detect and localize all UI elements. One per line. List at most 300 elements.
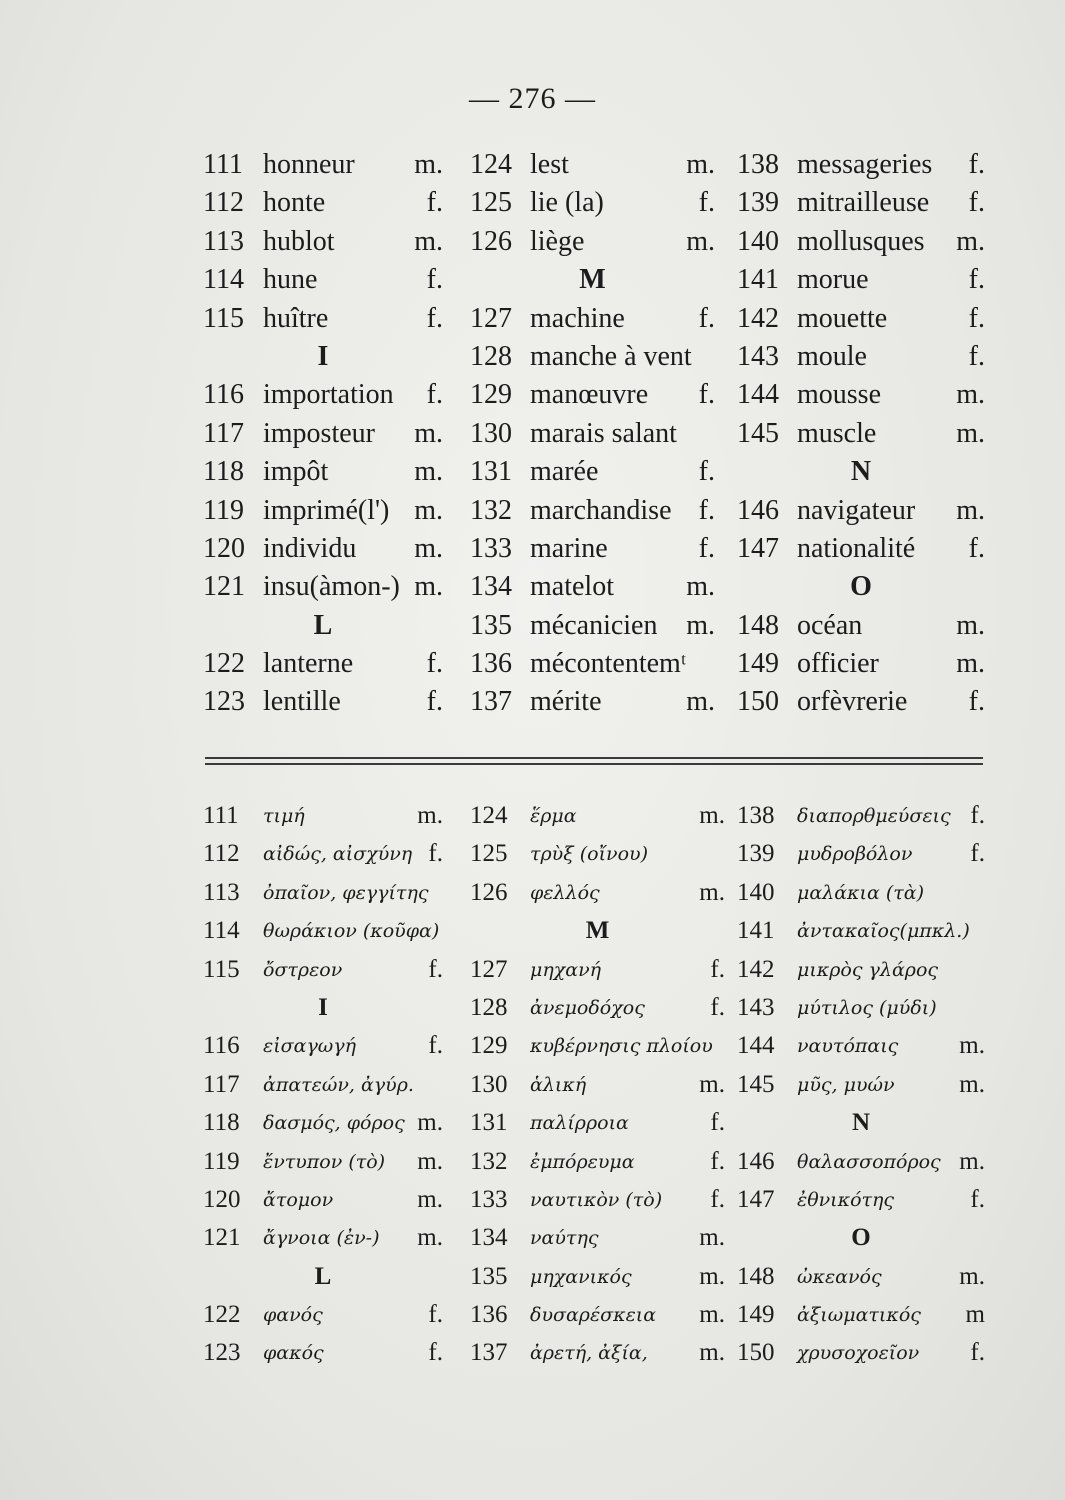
list-item [203,453,443,491]
entry-gender: f. [428,1339,443,1367]
entry-number: 137 [470,1339,508,1367]
section-letter: M [579,264,606,296]
list-item [470,223,715,261]
list-item [737,261,985,299]
entry-gender: f. [698,379,715,411]
entry-number: 124 [470,802,508,829]
section-letter-row [470,912,725,950]
entry-number: 140 [737,225,779,257]
entry-word: imposteur [263,417,375,449]
entry-word: ἄγνοια (ἐν-) [263,1227,380,1250]
list-item [203,376,443,414]
entry-word: αἰδώς, αἰσχύνη [263,843,413,866]
entry-word: mécontentemᵗ [530,648,687,680]
entry-gender: m. [959,1147,985,1175]
list-item [470,1104,725,1142]
entry-word: marine [530,532,608,564]
entry-gender: f. [428,840,443,868]
entry-gender: f. [970,802,985,829]
entry-word: μυδροβόλον [797,843,913,866]
entry-word: matelot [530,571,614,603]
entry-word: mouette [797,302,888,334]
list-item [470,415,715,453]
entry-gender: f. [968,686,985,718]
entry-word: ἔντυπον (τὸ) [263,1150,386,1173]
entry-number: 143 [737,340,779,372]
entry-number: 133 [470,1185,508,1213]
greek-column-2 [470,797,725,1373]
list-item [203,1296,443,1334]
section-letter: N [851,1109,871,1137]
entry-word: océan [797,609,863,641]
list-item [737,146,985,184]
entry-number: 123 [203,1339,241,1367]
entry-word: μικρὸς γλάρος [797,958,939,981]
list-item [470,1296,725,1334]
entry-word: χρυσοχοεῖον [797,1342,920,1365]
entry-gender: m. [686,149,715,180]
entry-gender: m. [686,571,715,603]
entry-gender: m. [956,417,985,449]
list-item [737,338,985,376]
section-letter-row [737,453,985,491]
entry-word: θαλασσοπόρος [797,1150,941,1173]
entry-word: ναυτικὸν (τὸ) [530,1188,663,1211]
list-item [470,683,715,721]
entry-word: honte [263,187,326,219]
entry-gender: m. [699,1224,725,1252]
list-item [737,530,985,568]
entry-number: 141 [737,264,779,296]
list-item [737,1066,985,1104]
list-item [203,1104,443,1142]
entry-word: ἕρμα [530,805,577,827]
entry-word: manche à vent [530,340,692,372]
entry-word: mollusques [797,225,925,257]
entry-word: mécanicien [530,609,658,641]
entry-gender: f. [970,840,985,868]
entry-number: 127 [470,302,512,334]
entry-word: nationalité [797,532,916,564]
entry-word: officier [797,648,879,680]
entry-number: 129 [470,379,512,411]
entry-number: 139 [737,840,775,868]
entry-word: ἄτομον [263,1188,334,1211]
entry-word: lanterne [263,648,354,680]
entry-word: morue [797,264,869,296]
entry-number: 116 [203,1032,240,1060]
entry-number: 133 [470,532,512,564]
list-item [737,645,985,683]
entry-number: 136 [470,1301,508,1329]
entry-word: ἐθνικότης [797,1188,895,1211]
entry-gender: m. [699,878,725,906]
entry-word: marchandise [530,494,672,526]
entry-word: μύτιλος (μύδι) [797,996,937,1019]
section-letter: I [318,993,328,1021]
entry-gender: m. [956,648,985,680]
list-item [470,1027,725,1065]
entry-gender: m. [959,1262,985,1290]
entry-word: θωράκιον (κοῦφα) [263,920,440,943]
entry-gender: m. [699,1301,725,1329]
entry-gender: f. [710,1147,725,1175]
entry-number: 119 [203,494,244,526]
entry-gender: m. [956,494,985,526]
entry-number: 116 [203,379,244,411]
entry-number: 144 [737,1032,775,1060]
list-item [470,300,715,338]
entry-number: 131 [470,456,512,488]
entry-gender: f. [426,379,443,411]
entry-word: lie (la) [530,187,604,219]
list-item [737,223,985,261]
entry-word: marais salant [530,417,677,449]
entry-number: 115 [203,955,240,983]
entry-word: insu(àmon-) [263,571,400,603]
greek-column-3 [737,797,985,1373]
entry-gender: m. [699,1070,725,1098]
entry-word: importation [263,379,394,411]
entry-gender: m. [414,456,443,488]
entry-gender: m [965,1301,985,1329]
entry-number: 111 [203,802,239,829]
entry-number: 115 [203,302,244,334]
entry-word: mousse [797,379,881,411]
list-item [470,951,725,989]
page-number: — 276 — [469,82,596,115]
list-item [737,1258,985,1296]
entry-word: μῦς, μυών [797,1073,895,1096]
entry-number: 129 [470,1032,508,1060]
entry-gender: m. [417,802,443,829]
entry-number: 118 [203,1109,240,1137]
entry-number: 147 [737,1185,775,1213]
list-item [203,146,443,184]
entry-number: 121 [203,1224,241,1252]
list-item [737,835,985,873]
list-item [203,568,443,606]
list-item [203,645,443,683]
list-item [203,300,443,338]
section-letter-row [203,338,443,376]
list-item [470,835,725,873]
entry-word: κυβέρνησις πλοίου [530,1035,713,1058]
entry-word: εἰσαγωγή [263,1035,357,1058]
entry-number: 135 [470,1262,508,1290]
entry-number: 143 [737,993,775,1021]
entry-gender: f. [710,1185,725,1213]
entry-gender: f. [426,686,443,718]
entry-word: ἀνεμοδόχος [530,996,645,1019]
entry-gender: f. [710,993,725,1021]
entry-word: παλίρροια [530,1112,629,1135]
entry-gender: f. [710,1109,725,1137]
section-letter: I [317,340,329,372]
entry-number: 130 [470,417,512,449]
entry-word: ναυτόπαις [797,1035,899,1058]
entry-word: ναύτης [530,1227,599,1250]
list-item [737,184,985,222]
entry-gender: m. [417,1185,443,1213]
entry-gender: f. [426,187,443,219]
list-item [203,1334,443,1372]
list-item [203,1066,443,1104]
entry-number: 111 [203,149,243,180]
entry-word: honneur [263,149,355,180]
entry-gender: f. [428,1032,443,1060]
list-item [203,1219,443,1257]
entry-number: 117 [203,417,244,449]
entry-gender: m. [414,417,443,449]
entry-number: 132 [470,494,512,526]
entry-number: 121 [203,571,245,603]
entry-gender: m. [959,1032,985,1060]
entry-gender: m. [417,1147,443,1175]
entry-number: 120 [203,532,245,564]
entry-word: δασμός, φόρος [263,1112,405,1135]
entry-word: ἀπατεών, ἀγύρ. [263,1073,414,1096]
entry-number: 125 [470,840,508,868]
entry-number: 144 [737,379,779,411]
section-letter-row [203,989,443,1027]
list-item [470,607,715,645]
section-letter-row [203,607,443,645]
list-item [737,989,985,1027]
entry-number: 134 [470,571,512,603]
entry-gender: f. [710,955,725,983]
section-letter-row [203,1258,443,1296]
list-item [203,261,443,299]
entry-gender: m. [699,802,725,829]
list-item [737,683,985,721]
list-item [203,530,443,568]
entry-gender: m. [417,1224,443,1252]
entry-word: μηχανή [530,958,602,981]
list-item [203,874,443,912]
list-item [737,874,985,912]
section-letter-row [737,1104,985,1142]
list-item [203,683,443,721]
entry-gender: f. [426,302,443,334]
list-item [203,492,443,530]
entry-number: 126 [470,878,508,906]
list-item [470,1143,725,1181]
section-divider [205,757,983,765]
entry-word: μαλάκια (τὰ) [797,881,924,904]
list-item [737,797,985,835]
entry-number: 142 [737,302,779,334]
entry-number: 149 [737,648,779,680]
section-letter-row [737,568,985,606]
entry-word: marée [530,456,599,488]
entry-gender: f. [426,648,443,680]
section-letter: L [313,609,333,641]
entry-gender: f. [968,264,985,296]
entry-number: 146 [737,1147,775,1175]
entry-number: 142 [737,955,775,983]
entry-number: 126 [470,225,512,257]
list-item [737,1181,985,1219]
french-column-3 [737,146,985,722]
section-letter: O [850,571,872,603]
list-item [737,376,985,414]
list-item [203,184,443,222]
entry-gender: f. [968,340,985,372]
section-letter: M [585,917,610,945]
list-item [737,492,985,530]
list-item [470,568,715,606]
entry-number: 150 [737,686,779,718]
entry-number: 112 [203,187,244,219]
entry-number: 127 [470,955,508,983]
entry-gender: m. [956,225,985,257]
list-item [737,912,985,950]
list-item [203,1027,443,1065]
entry-number: 131 [470,1109,508,1137]
entry-gender: f. [698,187,715,219]
entry-word: machine [530,302,625,334]
list-item [737,1296,985,1334]
entry-number: 128 [470,993,508,1021]
entry-gender: f. [698,494,715,526]
entry-gender: m. [959,1070,985,1098]
entry-word: impôt [263,456,329,488]
list-item [203,912,443,950]
list-item [470,376,715,414]
entry-gender: f. [968,187,985,219]
list-item [203,223,443,261]
entry-gender: m. [956,379,985,411]
entry-number: 141 [737,917,775,945]
entry-gender: f. [968,302,985,334]
entry-word: individu [263,532,357,564]
entry-gender: f. [426,264,443,296]
entry-word: ὄστρεον [263,958,343,981]
list-item [470,453,715,491]
list-item [203,797,443,835]
list-item [470,1258,725,1296]
entry-gender: m. [686,609,715,641]
entry-word: messageries [797,149,933,180]
entry-gender: m. [699,1262,725,1290]
entry-number: 147 [737,532,779,564]
entry-number: 145 [737,417,779,449]
entry-number: 125 [470,187,512,219]
list-item [203,415,443,453]
entry-number: 113 [203,878,240,906]
entry-number: 149 [737,1301,775,1329]
section-letter: N [850,456,872,488]
list-item [470,530,715,568]
french-column-2 [470,146,715,722]
entry-number: 124 [470,149,512,180]
list-item [470,492,715,530]
entry-word: διαπορθμεύσεις [797,805,951,827]
entry-number: 132 [470,1147,508,1175]
french-column-1 [203,146,443,722]
entry-number: 119 [203,1147,240,1175]
entry-gender: m. [414,225,443,257]
entry-gender: f. [698,456,715,488]
entry-gender: m. [414,494,443,526]
list-item [737,300,985,338]
list-item [203,951,443,989]
entry-number: 138 [737,149,779,180]
entry-number: 130 [470,1070,508,1098]
entry-word: lentille [263,686,341,718]
entry-word: τιμή [263,805,305,827]
list-item [737,1027,985,1065]
list-item [203,835,443,873]
entry-word: τρὺξ (οἴνου) [530,843,648,866]
entry-number: 123 [203,686,245,718]
entry-word: huître [263,302,329,334]
entry-word: orfèvrerie [797,686,908,718]
entry-word: φακός [263,1342,324,1365]
entry-gender: m. [414,571,443,603]
entry-number: 138 [737,802,775,829]
entry-number: 112 [203,840,240,868]
entry-word: ἀξιωματικός [797,1304,921,1327]
entry-word: muscle [797,417,877,449]
section-letter-row [470,261,715,299]
entry-number: 148 [737,609,779,641]
list-item [737,1143,985,1181]
section-letter: O [851,1224,871,1252]
list-item [737,951,985,989]
entry-number: 140 [737,878,775,906]
entry-word: φελλός [530,881,600,904]
entry-word: ἀρετή, ἀξία, [530,1342,648,1365]
entry-gender: f. [698,302,715,334]
entry-number: 122 [203,1301,241,1329]
list-item [470,645,715,683]
list-item [737,415,985,453]
entry-word: moule [797,340,867,372]
entry-word: mitrailleuse [797,187,930,219]
section-letter: L [314,1262,332,1290]
entry-word: imprimé(l') [263,494,390,526]
entry-word: ἁλική [530,1073,587,1096]
entry-word: hune [263,264,318,296]
entry-word: ἐμπόρευμα [530,1150,635,1173]
entry-gender: m. [414,149,443,180]
entry-word: ὀπαῖον, φεγγίτης [263,881,429,904]
entry-number: 139 [737,187,779,219]
entry-gender: f. [970,1339,985,1367]
entry-number: 134 [470,1224,508,1252]
entry-number: 135 [470,609,512,641]
entry-word: φανός [263,1304,323,1327]
list-item [470,797,725,835]
list-item [470,1181,725,1219]
entry-gender: f. [970,1185,985,1213]
entry-number: 114 [203,917,240,945]
entry-gender: f. [698,532,715,564]
list-item [470,1334,725,1372]
entry-number: 122 [203,648,245,680]
entry-gender: m. [956,609,985,641]
list-item [470,338,715,376]
entry-number: 117 [203,1070,240,1098]
entry-word: mérite [530,686,602,718]
entry-number: 145 [737,1070,775,1098]
entry-number: 120 [203,1185,241,1213]
greek-column-1 [203,797,443,1373]
section-letter-row [737,1219,985,1257]
list-item [203,1181,443,1219]
